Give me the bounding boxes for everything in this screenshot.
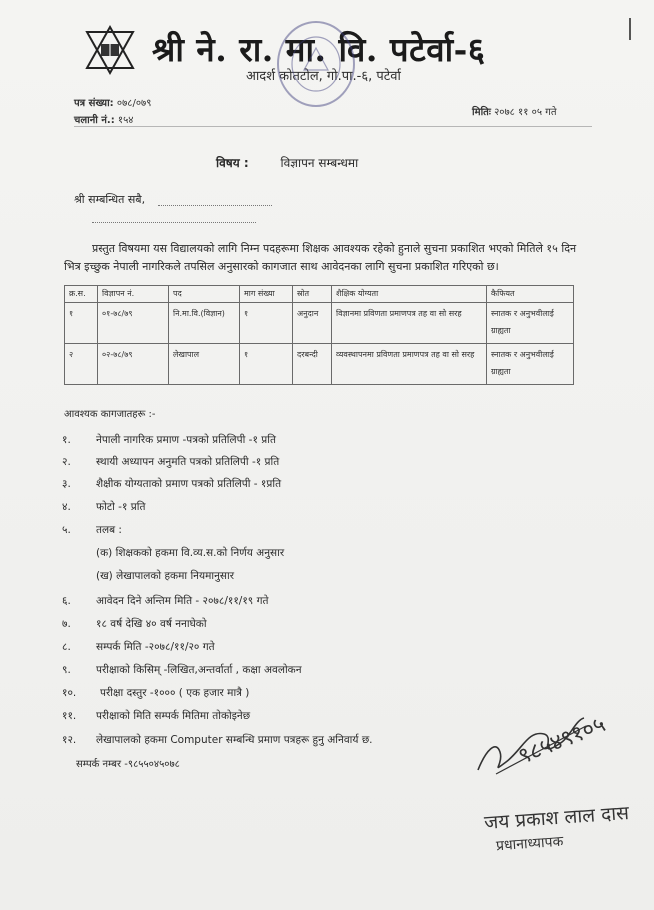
list-item-text: परीक्षा दस्तुर -१००० ( एक हजार मात्रै )	[100, 687, 250, 699]
header-divider	[74, 126, 592, 127]
list-item-text: परीक्षाको किसिम् -लिखित,अन्तर्वार्ता , कक्षा अवलोकन	[96, 664, 302, 676]
list-item-text: फोटो -१ प्रति	[96, 501, 146, 513]
list-item-number: ११.	[62, 710, 77, 722]
cell-source: अनुदान	[293, 303, 332, 344]
cell-ad-no: ०१-७८/७९	[98, 303, 169, 344]
school-logo-icon	[84, 24, 136, 76]
dispatch-number-label: चलानी नं.:	[74, 115, 115, 126]
list-item-number: ३.	[62, 478, 71, 490]
margin-mark	[629, 18, 631, 40]
contact-number: सम्पर्क नम्बर -९८५५०४५०७८	[76, 759, 180, 770]
subject-line	[216, 154, 358, 171]
list-item-text: तलब :	[96, 524, 122, 536]
cell-quantity: १	[240, 344, 293, 385]
list-item-text: (क) शिक्षकको हकमा वि.व्य.स.को निर्णय अनुसार	[96, 547, 285, 559]
letter-number-value: ०७८/०७९	[116, 98, 152, 109]
list-item-number: ८.	[62, 641, 71, 653]
vacancy-table	[64, 285, 574, 385]
col-header-sn: क्र.स.	[65, 286, 98, 303]
dispatch-number-value: १५४	[117, 115, 134, 126]
list-item-number: ६.	[62, 595, 71, 607]
cell-sn: २	[65, 344, 98, 385]
list-item-number: ९.	[62, 664, 71, 676]
date-value: २०७८ ११ ०५ गते	[494, 107, 557, 118]
handwritten-signature-icon	[466, 690, 636, 800]
list-item-number: २.	[62, 456, 71, 468]
cell-sn: १	[65, 303, 98, 344]
col-header-quantity: माग संख्या	[240, 286, 293, 303]
table-row	[65, 303, 574, 344]
list-item-text: शैक्षीक योग्यताको प्रमाण पत्रको प्रतिलिपी - १प्रति	[96, 478, 282, 490]
list-item-text: परीक्षाको मिति सम्पर्क मितिमा तोकोइनेछ	[96, 710, 251, 722]
col-header-qualification: शैक्षिक योग्यता	[332, 286, 487, 303]
addressee-dotted-line-2	[92, 222, 256, 223]
official-stamp-icon	[274, 18, 358, 110]
intro-paragraph: प्रस्तुत विषयमा यस विद्यालयको लागि निम्न पदहरूमा शिक्षक आवश्यक रहेको हुनाले सुचना प्रकाशित भएको मितिले १५ दिन भित्र इच्छुक नेपाली नागरिकले तपसिल अनुसारको कागजात साथ आवेदनका लागि सुचना प्रकाशित गरिएको छ।	[64, 242, 577, 273]
list-item-text: सम्पर्क मिति -२०७८/११/२० गते	[96, 641, 215, 653]
list-item-number: ५.	[62, 524, 71, 536]
table-row	[65, 344, 574, 385]
list-item-text: लेखापालको हकमा Computer सम्बन्धि प्रमाण पत्रहरू हुनु अनिवार्य छ.	[96, 734, 373, 746]
list-item-number: १०.	[62, 687, 77, 699]
col-header-remarks: कैफियत	[487, 286, 574, 303]
school-address: आदर्श कोतटोल, गो.पा.-६, पटेर्वा	[246, 69, 401, 84]
col-header-post: पद	[169, 286, 240, 303]
cell-ad-no: ०२-७८/७९	[98, 344, 169, 385]
cell-source: दरबन्दी	[293, 344, 332, 385]
list-item-text: स्थायी अध्यापन अनुमति पत्रको प्रतिलिपी -१ प्रति	[96, 456, 280, 468]
cell-quantity: १	[240, 303, 293, 344]
list-item-number: १२.	[62, 734, 77, 746]
cell-remarks: स्नातक र अनुभवीलाई ग्राह्यता	[487, 344, 574, 385]
list-item-text: १८ वर्ष देखि ४० वर्ष ननाघेको	[96, 618, 207, 630]
letter-date	[472, 104, 557, 118]
date-label: मितिः	[472, 107, 491, 118]
addressee-dotted-line	[158, 205, 272, 206]
cell-qualification: व्यवस्थापनमा प्रविणता प्रमाणपत्र तह वा सो सरह	[332, 344, 487, 385]
list-item-number: १.	[62, 434, 71, 446]
list-item-text: नेपाली नागरिक प्रमाण -पत्रको प्रतिलिपी -१ प्रति	[96, 434, 276, 446]
cell-post: नि.मा.वि.(विज्ञान)	[169, 303, 240, 344]
signer-title: प्रधानाध्यापक	[495, 833, 564, 855]
list-item-number: ४.	[62, 501, 71, 513]
col-header-source: स्रोत	[293, 286, 332, 303]
cell-remarks: स्नातक र अनुभवीलाई ग्राह्यता	[487, 303, 574, 344]
addressee: श्री सम्बन्धित सबै,	[74, 193, 146, 206]
cell-qualification: विज्ञानमा प्रविणता प्रमाणपत्र तह वा सो सरह	[332, 303, 487, 344]
col-header-ad-no: विज्ञापन नं.	[98, 286, 169, 303]
letter-number	[74, 95, 151, 109]
handwritten-number: ९८५४९१०५	[514, 712, 610, 770]
table-header-row	[65, 286, 574, 303]
signer-name: जय प्रकाश लाल दास	[483, 801, 630, 835]
documents-heading: आवश्यक कागजातहरू :-	[64, 409, 156, 420]
list-item-text: आवेदन दिने अन्तिम मिति - २०७८/११/१९ गते	[96, 595, 269, 607]
cell-post: लेखापाल	[169, 344, 240, 385]
letter-number-label: पत्र संख्या:	[74, 98, 114, 109]
dispatch-number	[74, 112, 134, 126]
list-item-text: (ख) लेखापालको हकमा नियमानुसार	[96, 570, 235, 582]
subject-text: विज्ञापन सम्बन्धमा	[280, 156, 359, 170]
list-item-number: ७.	[62, 618, 71, 630]
subject-label: विषय :	[216, 156, 249, 170]
school-name: श्री ने. रा. मा. वि. पटेर्वा-६	[152, 30, 486, 69]
